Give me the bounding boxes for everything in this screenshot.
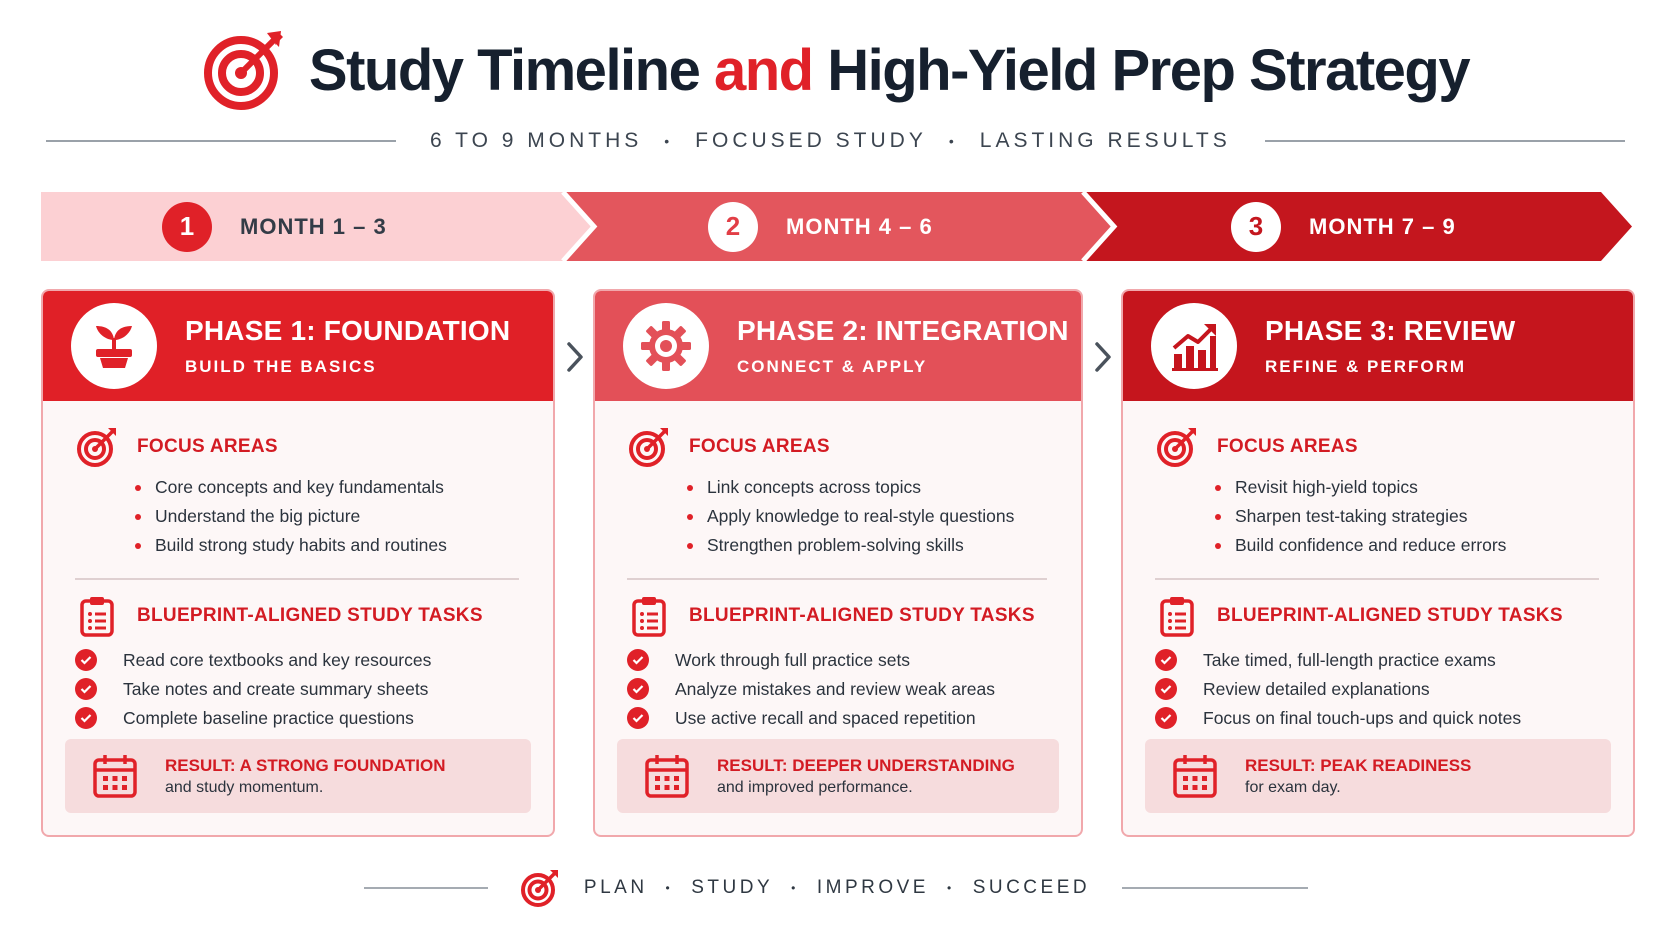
result-subtitle: and study momentum. xyxy=(165,778,324,796)
section-title: BLUEPRINT-ALIGNED STUDY TASKS xyxy=(689,604,1035,626)
chevron-right-icon xyxy=(565,340,585,374)
footer-item: STUDY xyxy=(691,877,774,898)
result-subtitle: for exam day. xyxy=(1245,778,1341,796)
result-box xyxy=(65,739,531,813)
footer-divider-left xyxy=(364,887,488,889)
list-item: Read core textbooks and key resources xyxy=(75,646,553,675)
result-box xyxy=(617,739,1059,813)
check-icon xyxy=(1155,678,1177,700)
check-icon xyxy=(75,707,97,729)
page-header xyxy=(0,30,1672,110)
page-footer xyxy=(0,868,1672,908)
phase-title: PHASE 3: REVIEW xyxy=(1265,315,1516,346)
list-item: Core concepts and key fundamentals xyxy=(135,473,553,502)
phase-subtitle: REFINE & PERFORM xyxy=(1265,357,1467,376)
focus-list xyxy=(627,473,1081,560)
calendar-icon xyxy=(91,752,139,800)
target-icon xyxy=(75,425,119,469)
check-icon xyxy=(75,678,97,700)
phase-card-1 xyxy=(41,289,555,837)
clipboard-icon xyxy=(627,594,671,638)
subtitle-line xyxy=(46,126,1626,156)
list-item: Strengthen problem-solving skills xyxy=(687,531,1081,560)
list-item: Understand the big picture xyxy=(135,502,553,531)
task-list xyxy=(1155,646,1633,733)
list-item: Complete baseline practice questions xyxy=(75,704,553,733)
footer-item: IMPROVE xyxy=(816,877,929,898)
calendar-icon xyxy=(643,752,691,800)
result-box xyxy=(1145,739,1611,813)
list-item: Link concepts across topics xyxy=(687,473,1081,502)
focus-list xyxy=(75,473,553,560)
focus-areas xyxy=(43,425,553,560)
timeline-step-3 xyxy=(1231,192,1456,261)
section-title: FOCUS AREAS xyxy=(1217,436,1358,457)
list-item: Analyze mistakes and review weak areas xyxy=(627,675,1081,704)
footer-item: PLAN xyxy=(583,877,648,898)
task-list xyxy=(627,646,1081,733)
focus-areas xyxy=(1123,425,1633,560)
phase-card-3 xyxy=(1121,289,1635,837)
timeline-step-2 xyxy=(708,192,933,261)
check-icon xyxy=(627,649,649,671)
check-icon xyxy=(75,649,97,671)
divider-left xyxy=(46,140,396,142)
section-divider xyxy=(1155,578,1599,580)
phase-subtitle: BUILD THE BASICS xyxy=(185,357,377,376)
result-title: RESULT: A STRONG FOUNDATION xyxy=(165,755,446,775)
footer-motto xyxy=(584,877,1090,899)
growth-chart-icon xyxy=(1151,303,1237,389)
list-item: Build confidence and reduce errors xyxy=(1215,531,1633,560)
calendar-icon xyxy=(1171,752,1219,800)
list-item: Review detailed explanations xyxy=(1155,675,1633,704)
list-item: Work through full practice sets xyxy=(627,646,1081,675)
target-arrow-icon xyxy=(520,868,560,908)
list-item: Take timed, full-length practice exams xyxy=(1155,646,1633,675)
separator-dot: • xyxy=(948,133,958,149)
list-item: Focus on final touch-ups and quick notes xyxy=(1155,704,1633,733)
target-arrow-icon xyxy=(203,29,285,111)
gear-icon xyxy=(623,303,709,389)
divider-right xyxy=(1265,140,1625,142)
separator-dot: • xyxy=(946,881,955,895)
task-list xyxy=(75,646,553,733)
study-tasks xyxy=(595,594,1081,733)
phase-header xyxy=(43,291,553,401)
step-label: MONTH 4 – 6 xyxy=(786,213,933,239)
result-title: RESULT: PEAK READINESS xyxy=(1245,755,1472,775)
check-icon xyxy=(627,678,649,700)
subtitle-item: LASTING RESULTS xyxy=(979,129,1231,152)
focus-list xyxy=(1155,473,1633,560)
phase-header xyxy=(595,291,1081,401)
check-icon xyxy=(627,707,649,729)
step-label: MONTH 7 – 9 xyxy=(1309,213,1456,239)
footer-divider-right xyxy=(1122,887,1308,889)
footer-item: SUCCEED xyxy=(972,877,1091,898)
title-accent: and xyxy=(713,37,813,103)
phase-title: PHASE 1: FOUNDATION xyxy=(185,315,511,346)
clipboard-icon xyxy=(75,594,119,638)
section-title: FOCUS AREAS xyxy=(689,436,830,457)
list-item: Build strong study habits and routines xyxy=(135,531,553,560)
phase-header xyxy=(1123,291,1633,401)
study-tasks xyxy=(43,594,553,733)
section-divider xyxy=(75,578,519,580)
timeline-step-1 xyxy=(162,192,387,261)
phase-card-2 xyxy=(593,289,1083,837)
chevron-right-icon xyxy=(1093,340,1113,374)
phase-title: PHASE 2: INTEGRATION xyxy=(737,315,1069,346)
section-title: BLUEPRINT-ALIGNED STUDY TASKS xyxy=(1217,604,1563,626)
result-subtitle: and improved performance. xyxy=(717,778,913,796)
section-title: FOCUS AREAS xyxy=(137,436,278,457)
separator-dot: • xyxy=(665,881,674,895)
section-title: BLUEPRINT-ALIGNED STUDY TASKS xyxy=(137,604,483,626)
list-item: Sharpen test-taking strategies xyxy=(1215,502,1633,531)
list-item: Apply knowledge to real-style questions xyxy=(687,502,1081,531)
focus-areas xyxy=(595,425,1081,560)
check-icon xyxy=(1155,649,1177,671)
list-item: Take notes and create summary sheets xyxy=(75,675,553,704)
phase-subtitle: CONNECT & APPLY xyxy=(737,357,928,376)
list-item: Revisit high-yield topics xyxy=(1215,473,1633,502)
clipboard-icon xyxy=(1155,594,1199,638)
target-icon xyxy=(627,425,671,469)
check-icon xyxy=(1155,707,1177,729)
subtitle-item: 6 TO 9 MONTHS xyxy=(430,129,643,152)
step-label: MONTH 1 – 3 xyxy=(240,213,387,239)
sprout-icon xyxy=(71,303,157,389)
section-divider xyxy=(627,578,1047,580)
step-number: 3 xyxy=(1231,202,1281,252)
subtitle-item: FOCUSED STUDY xyxy=(695,129,927,152)
step-number: 2 xyxy=(708,202,758,252)
timeline-band xyxy=(41,192,1633,261)
step-number: 1 xyxy=(162,202,212,252)
study-tasks xyxy=(1123,594,1633,733)
page-title: Study Timeline and High-Yield Prep Strategy xyxy=(308,37,1470,103)
separator-dot: • xyxy=(664,133,674,149)
subtitle xyxy=(396,129,1265,153)
list-item: Use active recall and spaced repetition xyxy=(627,704,1081,733)
result-title: RESULT: DEEPER UNDERSTANDING xyxy=(717,755,1015,775)
separator-dot: • xyxy=(791,881,799,895)
target-icon xyxy=(1155,425,1199,469)
